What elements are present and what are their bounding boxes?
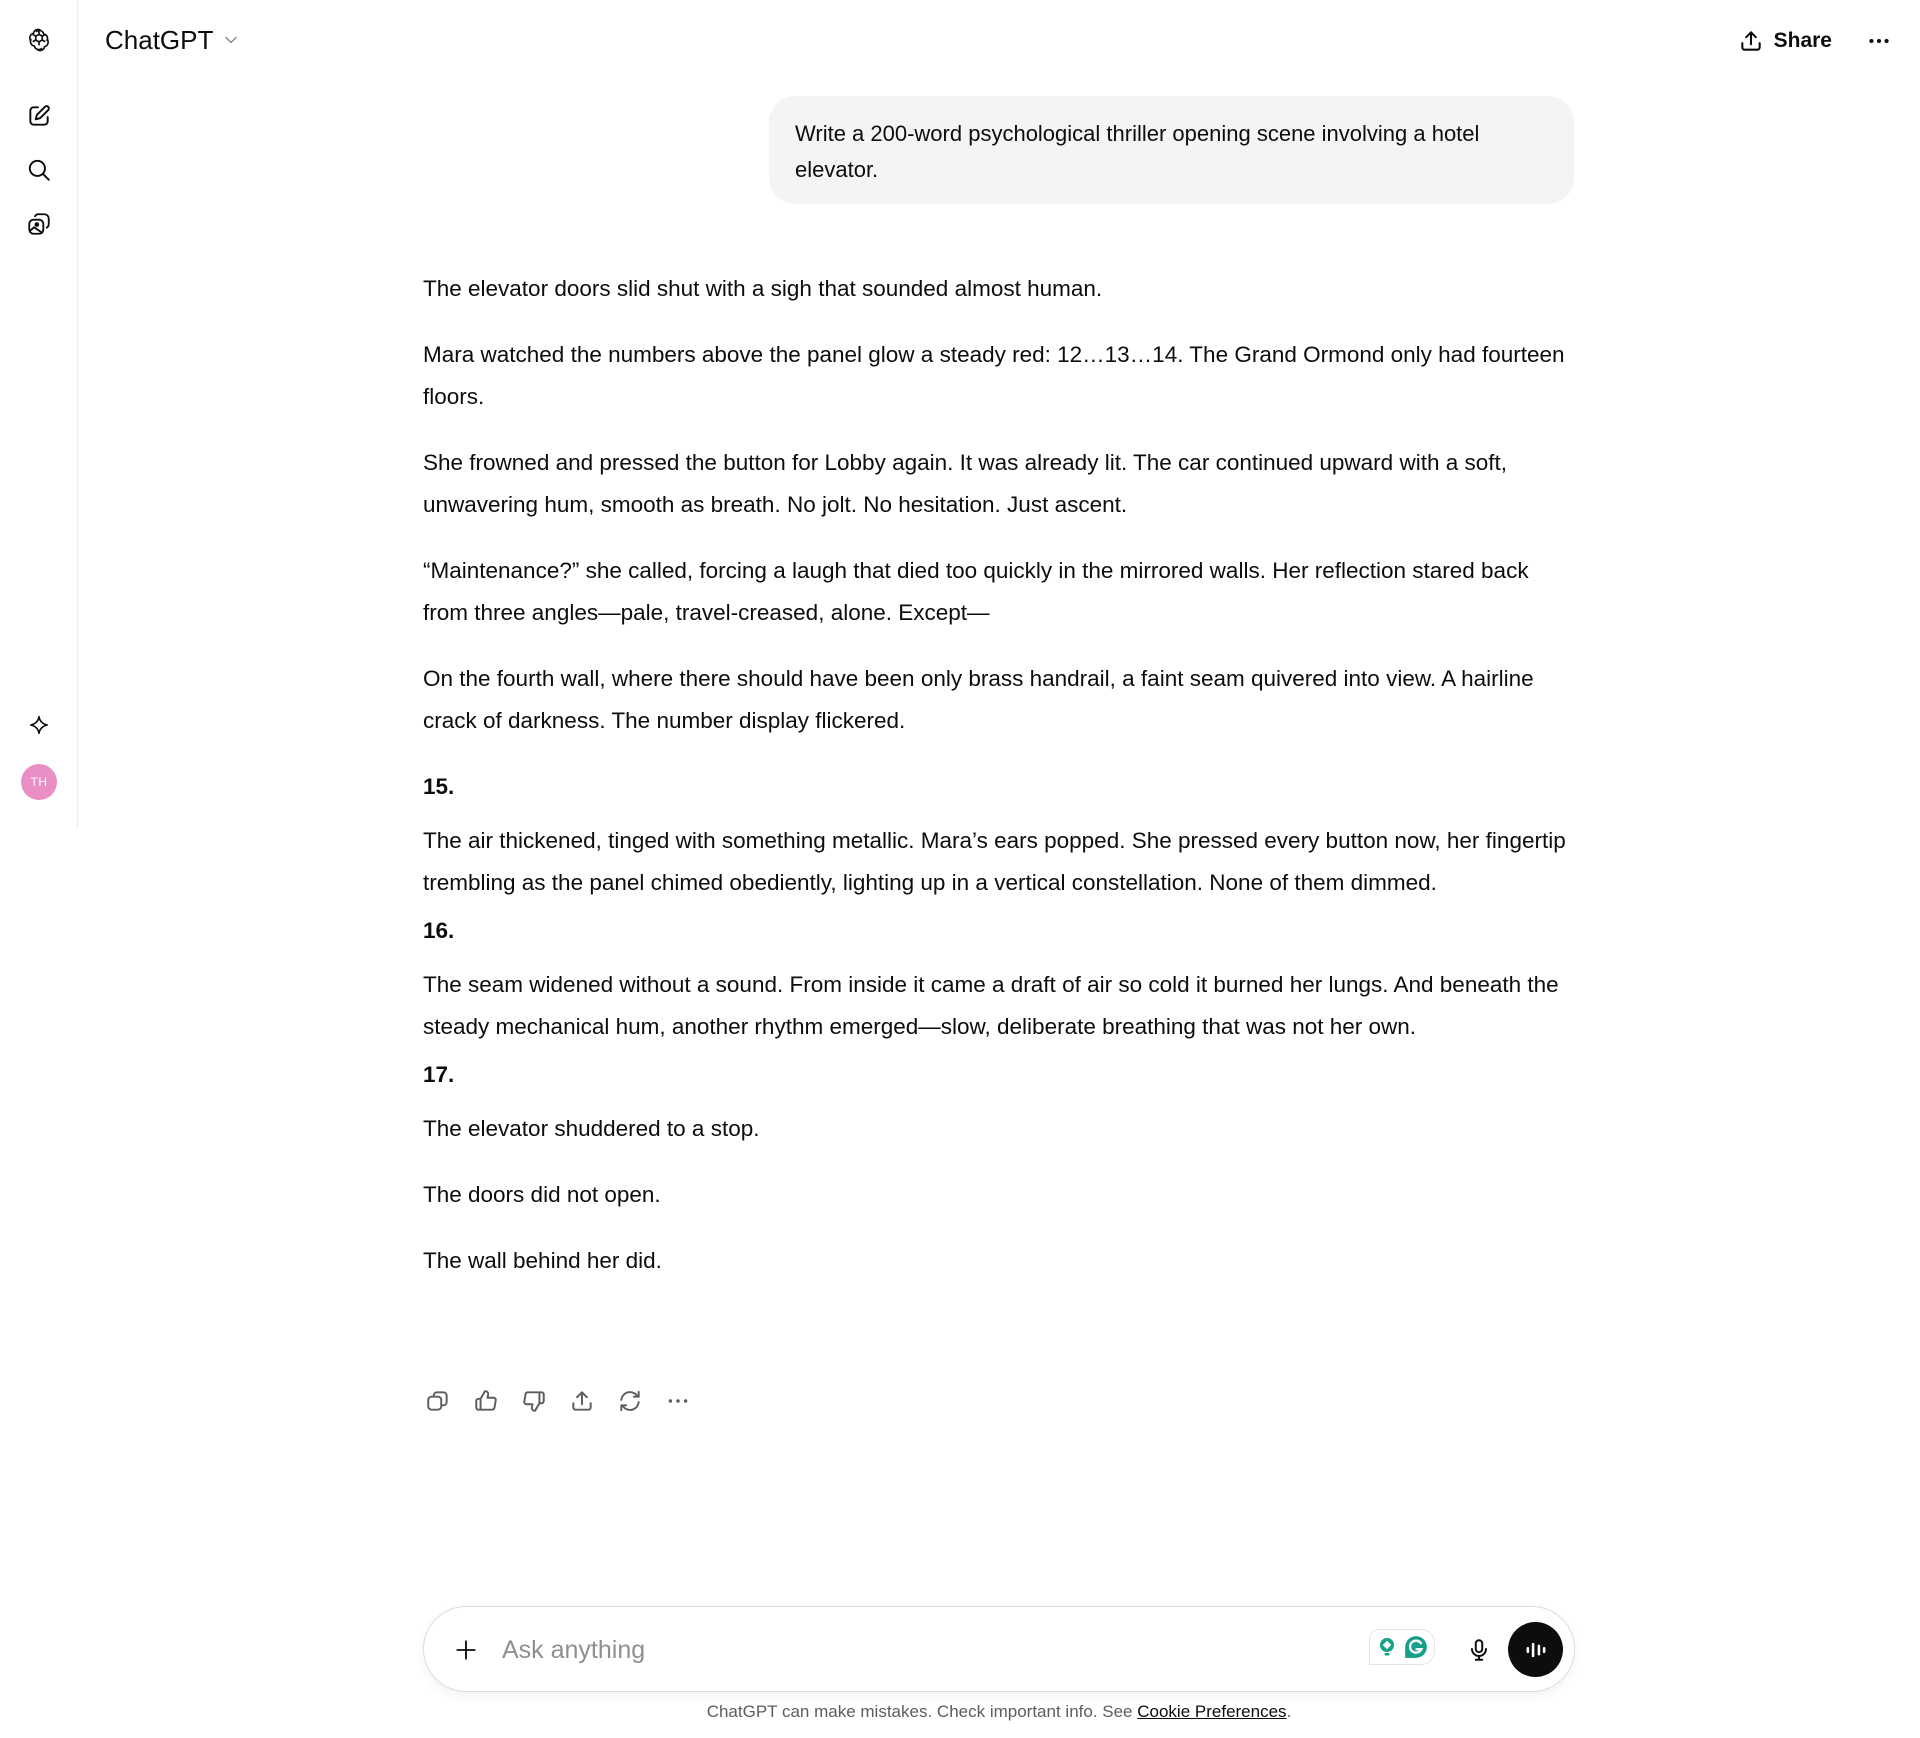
disclaimer-footer xyxy=(0,1702,1920,1722)
library-images-icon xyxy=(26,211,52,237)
openai-logo-icon xyxy=(26,27,52,53)
new-chat-icon xyxy=(26,103,52,129)
user-avatar[interactable] xyxy=(21,764,57,800)
assistant-paragraph: The wall behind her did. xyxy=(423,1248,662,1273)
copy-icon xyxy=(425,1388,451,1414)
copy-button[interactable] xyxy=(418,1381,458,1421)
openai-logo-button[interactable] xyxy=(19,20,59,60)
chevron-down-icon xyxy=(221,30,241,50)
share-upload-icon xyxy=(1738,28,1764,54)
model-name: ChatGPT xyxy=(105,24,214,55)
grammarly-icon xyxy=(1403,1634,1429,1660)
user-message-bubble xyxy=(769,96,1574,204)
dictate-button[interactable] xyxy=(1457,1628,1501,1672)
assistant-paragraph: The elevator shuddered to a stop. xyxy=(423,1116,760,1141)
search-chats-button[interactable] xyxy=(19,150,59,190)
more-horizontal-icon xyxy=(1866,28,1892,54)
library-button[interactable] xyxy=(19,204,59,244)
microphone-icon xyxy=(1466,1637,1492,1663)
share-label: Share xyxy=(1773,29,1832,52)
assistant-paragraph: The doors did not open. xyxy=(423,1182,661,1207)
add-attachment-button[interactable] xyxy=(444,1628,488,1672)
voice-waveform-icon xyxy=(1522,1636,1550,1664)
assistant-paragraph: “Maintenance?” she called, forcing a laugh that died too quickly in the mirrored walls. Her reflection stared back from three angles—pale, travel-creased, alone. Except— xyxy=(423,558,1529,625)
floor-number-heading: 16. xyxy=(423,918,455,943)
user-message-text: Write a 200-word psychological thriller opening scene involving a hotel elevator. xyxy=(795,121,1480,182)
lightbulb-icon xyxy=(1375,1635,1399,1659)
new-chat-button[interactable] xyxy=(19,96,59,136)
thumbs-down-icon xyxy=(521,1388,547,1414)
message-actions-bar xyxy=(418,1381,698,1421)
disclaimer-text: ChatGPT can make mistakes. Check important info. See xyxy=(706,1702,1138,1721)
voice-mode-button[interactable] xyxy=(1508,1622,1563,1677)
assistant-paragraph: The air thickened, tinged with something metallic. Mara’s ears popped. She pressed every button now, her fingertip trembling as the panel chimed obediently, lighting up in a vertical constellation. None of them dimmed. xyxy=(423,828,1566,895)
top-header xyxy=(78,0,1920,80)
model-selector[interactable] xyxy=(105,22,241,58)
plus-icon xyxy=(453,1637,479,1663)
thumbs-up-icon xyxy=(473,1388,499,1414)
sparkle-icon xyxy=(28,714,50,736)
search-icon xyxy=(26,157,52,183)
good-response-button[interactable] xyxy=(466,1381,506,1421)
assistant-paragraph: The seam widened without a sound. From inside it came a draft of air so cold it burned her lungs. And beneath the steady mechanical hum, another rhythm emerged—slow, deliberate breathing that was not her own. xyxy=(423,972,1559,1039)
assistant-paragraph: Mara watched the numbers above the panel glow a steady red: 12…13…14. The Grand Ormond only had fourteen floors. xyxy=(423,342,1565,409)
regenerate-icon xyxy=(617,1388,643,1414)
avatar-initials: TH xyxy=(30,775,48,789)
floor-number-heading: 15. xyxy=(423,774,455,799)
assistant-paragraph: On the fourth wall, where there should have been only brass handrail, a faint seam quivered into view. A hairline crack of darkness. The number display flickered. xyxy=(423,666,1534,733)
share-response-button[interactable] xyxy=(562,1381,602,1421)
disclaimer-suffix: . xyxy=(1286,1702,1292,1721)
assistant-paragraph: The elevator doors slid shut with a sigh that sounded almost human. xyxy=(423,276,1103,301)
regenerate-button[interactable] xyxy=(610,1381,650,1421)
composer xyxy=(423,1606,1575,1692)
more-horizontal-icon xyxy=(665,1388,691,1414)
assistant-message xyxy=(423,268,1578,1306)
cookie-preferences-link[interactable]: Cookie Preferences xyxy=(1137,1702,1287,1721)
share-upload-icon xyxy=(569,1388,595,1414)
sidebar xyxy=(0,0,78,828)
conversation-options-button[interactable] xyxy=(1860,22,1898,60)
bad-response-button[interactable] xyxy=(514,1381,554,1421)
explore-gpts-button[interactable] xyxy=(19,705,59,745)
grammarly-extension-widget[interactable] xyxy=(1369,1629,1435,1665)
prompt-input[interactable] xyxy=(502,1627,1362,1673)
assistant-paragraph: She frowned and pressed the button for Lobby again. It was already lit. The car continued upward with a soft, unwavering hum, smooth as breath. No jolt. No hesitation. Just ascent. xyxy=(423,450,1507,517)
share-button[interactable] xyxy=(1738,22,1832,60)
floor-number-heading: 17. xyxy=(423,1062,455,1087)
more-actions-button[interactable] xyxy=(658,1381,698,1421)
